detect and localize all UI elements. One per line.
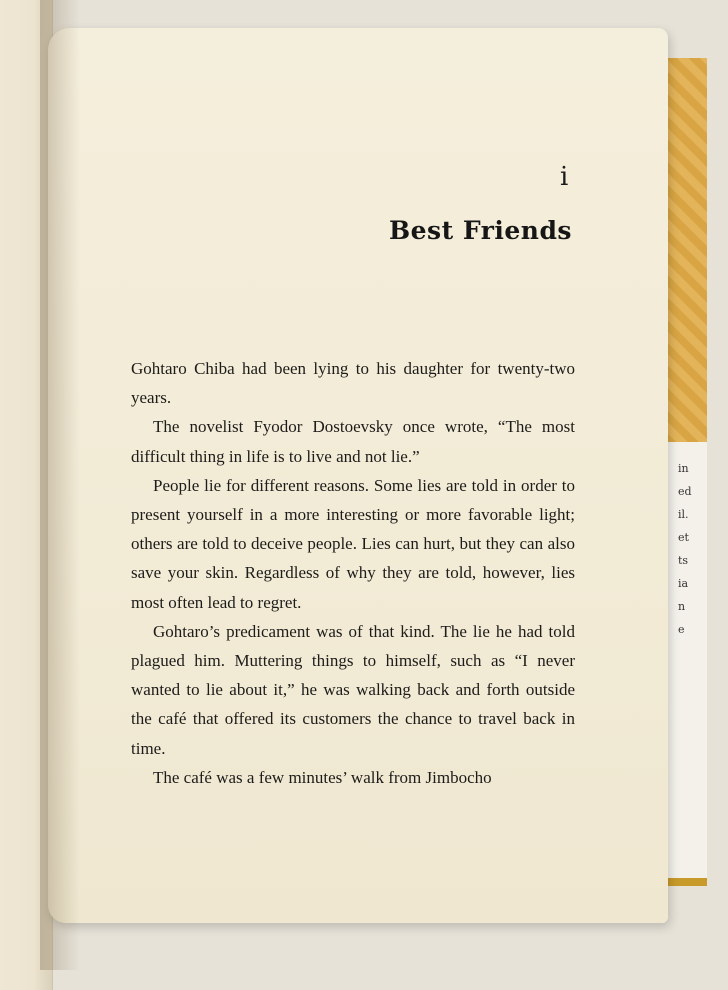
edge-fragment: in [678, 462, 689, 475]
paragraph: Gohtaro Chiba had been lying to his daughter for twenty-two years. [131, 359, 575, 408]
cover-gold-edge [665, 878, 707, 886]
edge-fragment: e [678, 623, 685, 636]
edge-fragment: n [678, 600, 686, 613]
paragraph: Gohtaro’s predicament was of that kind. The lie he had told plagued him. Muttering things to himself, such as “I never wanted to lie about it,” he was walking back and forth outside the café that offered its customers the chance to travel back in time. [131, 621, 575, 758]
next-page-edge-text [678, 462, 702, 646]
paragraph: The novelist Fyodor Dostoevsky once wrote, “The most difficult thing in life is to live and not lie.” [131, 417, 575, 466]
edge-fragment: et [678, 531, 689, 544]
edge-fragment: ed [678, 485, 692, 498]
cover-pattern [665, 58, 707, 442]
page-gutter-shadow [40, 0, 80, 970]
paragraph: People lie for different reasons. Some lies are told in order to present yourself in a more interesting or more favorable light; others are told to deceive people. Lies can hurt, but they can also save your skin. Regardless of why they are told, however, lies most often lead to regret. [131, 475, 575, 612]
chapter-body [131, 354, 575, 792]
paragraph: The café was a few minutes’ walk from Jimbocho [153, 767, 492, 787]
edge-fragment: il. [678, 508, 689, 521]
chapter-title: Best Friends [389, 216, 572, 245]
edge-fragment: ia [678, 577, 689, 590]
edge-fragment: ts [678, 554, 689, 567]
chapter-number: i [560, 162, 569, 192]
